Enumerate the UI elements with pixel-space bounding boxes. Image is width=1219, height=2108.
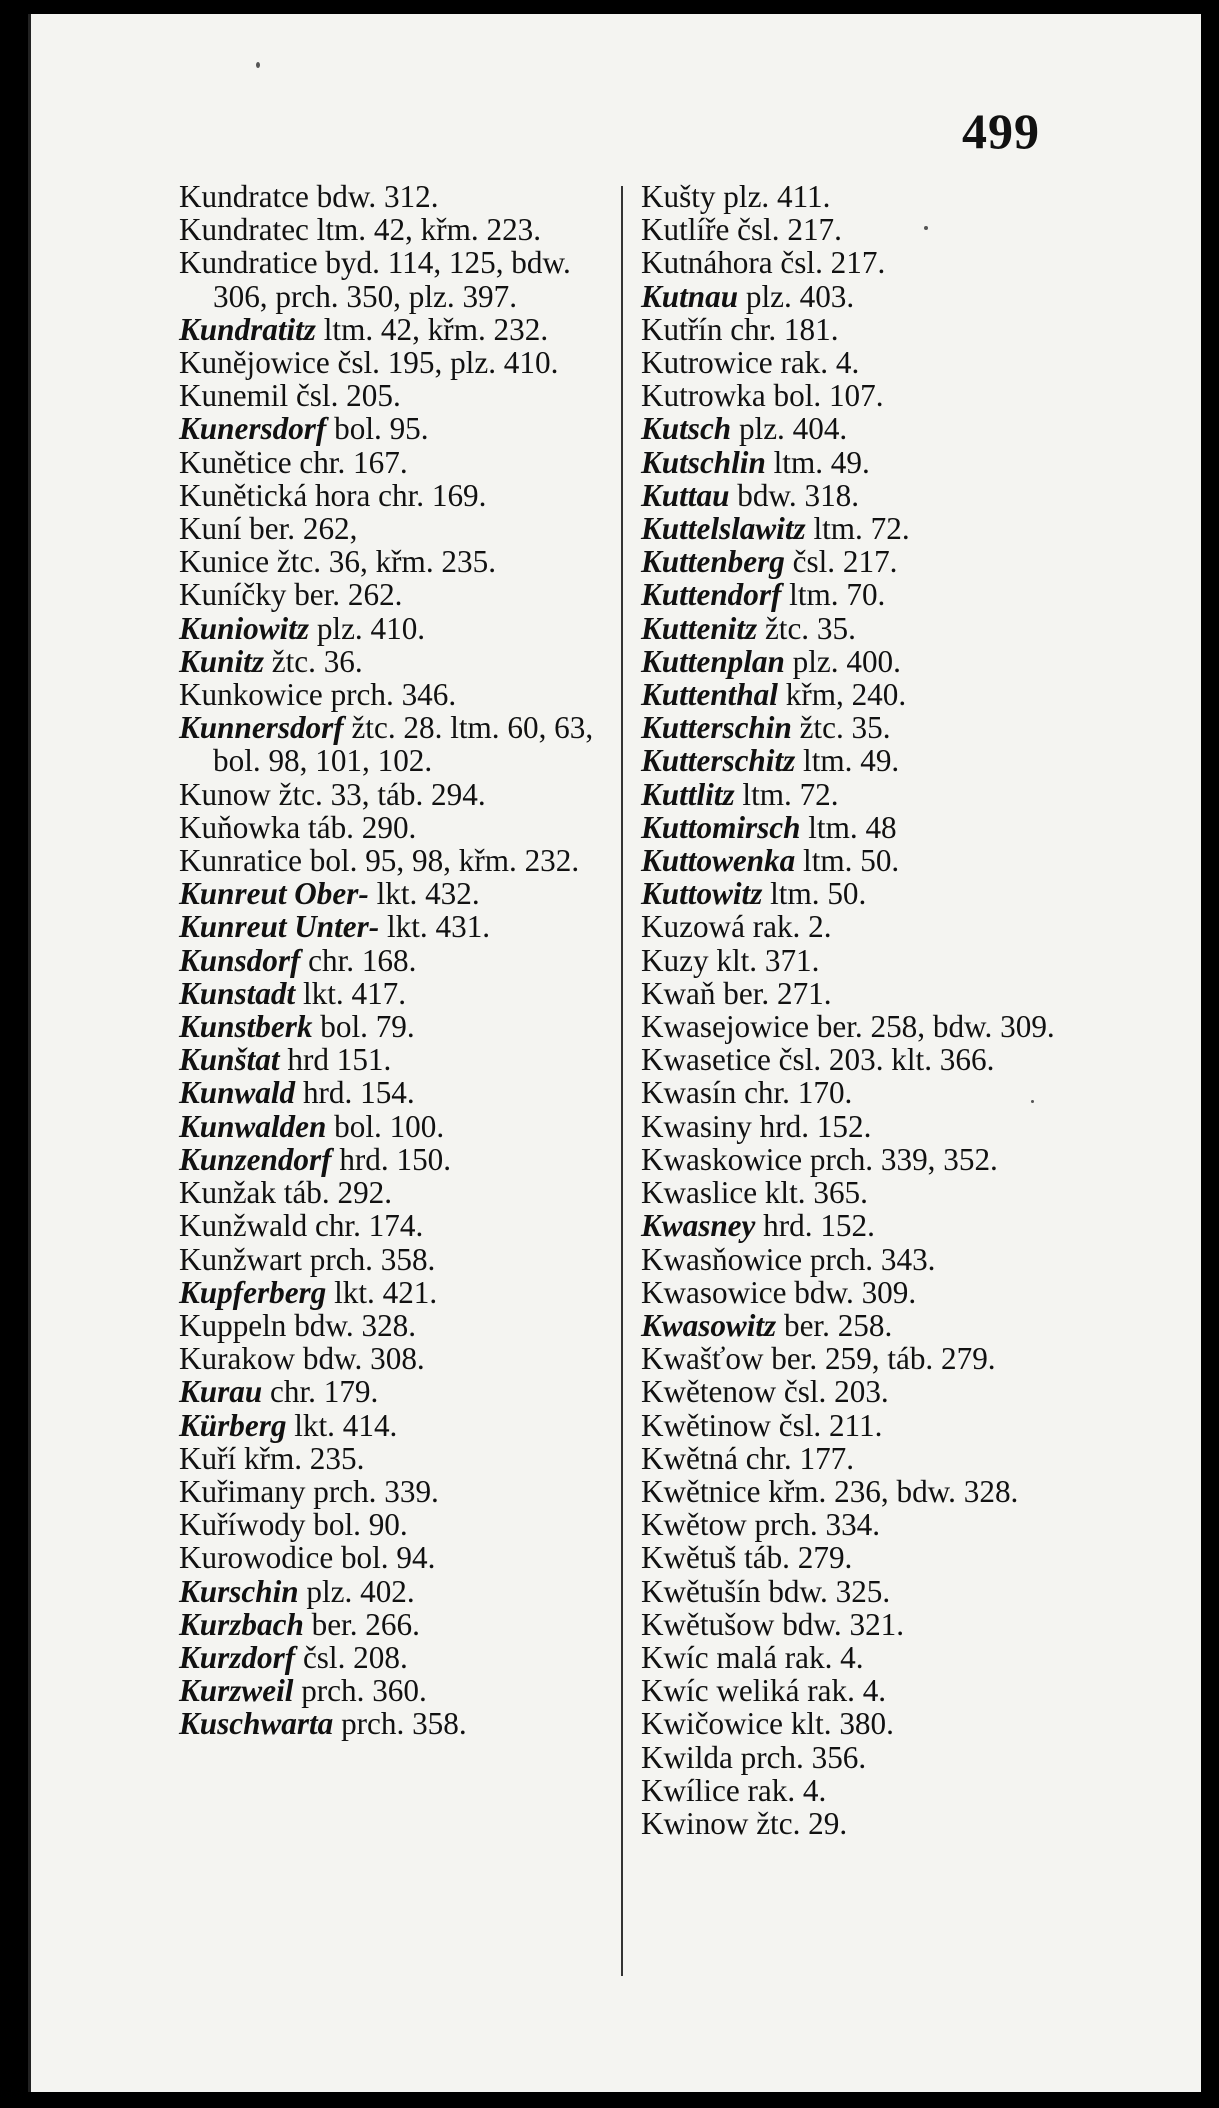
entry-headword-italic: Kuniowitz [179, 610, 310, 646]
entry-text: Kwaslice klt. 365. [641, 1175, 868, 1211]
entry-text: lkt. 414. [286, 1407, 398, 1443]
index-entry [641, 313, 1111, 346]
entry-text: plz. 404. [731, 411, 848, 447]
entry-text: Kuní ber. 262, [179, 511, 358, 547]
entry-text: čsl. 208. [295, 1639, 408, 1675]
index-entry [641, 977, 1111, 1010]
entry-text: Kwasiny hrd. 152. [641, 1108, 872, 1144]
entry-text: Kurakow bdw. 308. [179, 1341, 425, 1377]
entry-text: prch. 360. [293, 1673, 427, 1709]
entry-headword-italic: Kunstberk [179, 1009, 313, 1045]
entry-headword-italic: Kunzendorf [179, 1141, 332, 1177]
entry-text: hrd 151. [279, 1042, 392, 1078]
entry-text: ltm. 50. [795, 843, 900, 879]
index-entry [179, 1010, 619, 1043]
index-entry [179, 1176, 619, 1209]
index-entry [179, 1442, 619, 1475]
index-entry [179, 246, 619, 312]
index-entry [179, 1342, 619, 1375]
index-entry [641, 1043, 1111, 1076]
index-entry [179, 1276, 619, 1309]
entry-text: Kunětice chr. 167. [179, 444, 408, 480]
entry-text: bol. 79. [312, 1009, 415, 1045]
index-entry [641, 645, 1111, 678]
entry-text: Kundratice byd. 114, 125, bdw. 306, prch. 350, plz. 397. [179, 245, 571, 314]
index-entry [641, 1807, 1111, 1840]
entry-text: Kunžwart prch. 358. [179, 1241, 436, 1277]
entry-text: Kwětuš táb. 279. [641, 1540, 853, 1576]
index-entry [179, 512, 619, 545]
entry-text: chr. 179. [262, 1374, 379, 1410]
entry-text: Kwaskowice prch. 339, 352. [641, 1141, 998, 1177]
index-entry [641, 1010, 1111, 1043]
entry-text: ltm. 42, křm. 232. [315, 311, 549, 347]
index-entry [641, 1508, 1111, 1541]
index-entry [641, 778, 1111, 811]
entry-headword-italic: Kuttowenka [641, 843, 796, 879]
index-entry [641, 545, 1111, 578]
index-entry [179, 844, 619, 877]
entry-text: Kunow žtc. 33, táb. 294. [179, 776, 486, 812]
entry-text: plz. 403. [738, 278, 855, 314]
entry-headword-italic: Kundratitz [179, 311, 316, 347]
entry-headword-italic: Kurzbach [179, 1606, 304, 1642]
entry-text: Kwaň ber. 271. [641, 975, 832, 1011]
entry-text: žtc. 35. [791, 710, 891, 746]
entry-text: bdw. 318. [729, 477, 860, 513]
book-page [28, 14, 1201, 2092]
entry-headword-italic: Kutterschin [641, 710, 792, 746]
entry-headword-italic: Kunersdorf [179, 411, 327, 447]
index-entry [179, 1076, 619, 1109]
entry-text: ltm. 70. [781, 577, 886, 613]
entry-text: Kwasowice bdw. 309. [641, 1274, 917, 1310]
entry-text: Kwíc malá rak. 4. [641, 1639, 864, 1675]
index-entry [179, 944, 619, 977]
index-entry [641, 1176, 1111, 1209]
index-entry [641, 1276, 1111, 1309]
entry-text: lkt. 417. [295, 975, 407, 1011]
index-entry [641, 1409, 1111, 1442]
entry-text: Kušty plz. 411. [641, 179, 831, 214]
index-entry [641, 1707, 1111, 1740]
index-entry [641, 1209, 1111, 1242]
entry-text: Kuňowka táb. 290. [179, 809, 417, 845]
entry-text: ltm. 49. [795, 743, 900, 779]
page-number: 499 [962, 103, 1040, 159]
entry-text: Kwětušín bdw. 325. [641, 1573, 891, 1609]
index-entry [641, 1475, 1111, 1508]
entry-text: chr. 168. [300, 942, 417, 978]
entry-text: Kuníčky ber. 262. [179, 577, 403, 613]
entry-text: Kuříwody bol. 90. [179, 1507, 408, 1543]
entry-text: žtc. 35. [757, 610, 856, 646]
index-entry [641, 412, 1111, 445]
index-entry [179, 578, 619, 611]
entry-headword-italic: Kunstadt [179, 975, 296, 1011]
index-entry [641, 180, 1111, 213]
entry-text: Kunratice bol. 95, 98, křm. 232. [179, 843, 580, 879]
index-entry [179, 1707, 619, 1740]
index-entry [641, 1641, 1111, 1674]
index-entry [179, 1375, 619, 1408]
entry-text: Kwičowice klt. 380. [641, 1706, 894, 1742]
index-entry [179, 612, 619, 645]
entry-headword-italic: Kuttenitz [641, 610, 758, 646]
entry-text: Kunžak táb. 292. [179, 1175, 393, 1211]
entry-headword-italic: Kunreut Unter- [179, 909, 380, 945]
index-entry [641, 1774, 1111, 1807]
entry-headword-italic: Kwasney [641, 1208, 756, 1244]
index-entry [179, 645, 619, 678]
entry-text: plz. 410. [309, 610, 426, 646]
index-entry [179, 180, 619, 213]
entry-headword-italic: Kutschlin [641, 444, 766, 480]
entry-headword-italic: Kwasowitz [641, 1307, 777, 1343]
index-entry [641, 1442, 1111, 1475]
entry-headword-italic: Kuschwarta [179, 1706, 334, 1742]
index-entry [179, 1575, 619, 1608]
index-entry [179, 379, 619, 412]
index-entry [179, 678, 619, 711]
entry-text: lkt. 421. [326, 1274, 438, 1310]
entry-text: ltm. 72. [805, 511, 910, 547]
index-entry [179, 1508, 619, 1541]
entry-headword-italic: Kuttowitz [641, 876, 763, 912]
index-entry [179, 1243, 619, 1276]
entry-text: Kutrowice rak. 4. [641, 345, 860, 381]
entry-headword-italic: Kuttomirsch [641, 809, 801, 845]
entry-headword-italic: Kuttenberg [641, 544, 785, 580]
print-speck [256, 62, 260, 68]
entry-text: Kwětenow čsl. 203. [641, 1374, 889, 1410]
index-entry [179, 877, 619, 910]
entry-text: Kuřimany prch. 339. [179, 1473, 439, 1509]
index-entry [179, 1541, 619, 1574]
index-entry [641, 446, 1111, 479]
index-entry [641, 280, 1111, 313]
index-entry [641, 1608, 1111, 1641]
index-entry [641, 678, 1111, 711]
index-entry [641, 1375, 1111, 1408]
entry-text: hrd. 152. [755, 1208, 875, 1244]
index-entry [179, 1209, 619, 1242]
index-entry [641, 877, 1111, 910]
entry-headword-italic: Kuttlitz [641, 776, 735, 812]
entry-text: Kuzowá rak. 2. [641, 909, 832, 945]
index-entry [641, 1541, 1111, 1574]
index-column-right [641, 180, 1111, 1840]
index-entry [641, 512, 1111, 545]
index-entry [641, 346, 1111, 379]
index-entry [179, 346, 619, 379]
entry-headword-italic: Kunwald [179, 1075, 296, 1111]
entry-headword-italic: Kunitz [179, 643, 264, 679]
entry-text: Kunětická hora chr. 169. [179, 477, 487, 513]
entry-headword-italic: Kurzdorf [179, 1639, 296, 1675]
entry-headword-italic: Kunštat [179, 1042, 280, 1078]
entry-text: Kwětnice křm. 236, bdw. 328. [641, 1473, 1019, 1509]
index-entry [641, 1674, 1111, 1707]
index-entry [641, 612, 1111, 645]
index-entry [179, 1043, 619, 1076]
index-entry [179, 1409, 619, 1442]
entry-text: Kuzy klt. 371. [641, 942, 820, 978]
index-entry [179, 1143, 619, 1176]
index-entry [179, 711, 619, 777]
index-entry [641, 711, 1111, 744]
entry-headword-italic: Kuttau [641, 477, 730, 513]
entry-text: ltm. 48 [800, 809, 897, 845]
entry-text: Kuří křm. 235. [179, 1440, 365, 1476]
entry-text: Kwětinow čsl. 211. [641, 1407, 883, 1443]
entry-text: plz. 400. [784, 643, 901, 679]
entry-text: Kunžwald chr. 174. [179, 1208, 424, 1244]
entry-text: Kwasňowice prch. 343. [641, 1241, 936, 1277]
entry-text: Kwasín chr. 170. [641, 1075, 853, 1111]
entry-text: Kundratec ltm. 42, křm. 223. [179, 212, 542, 248]
index-entry [641, 944, 1111, 977]
index-entry [179, 313, 619, 346]
entry-text: Kwětow prch. 334. [641, 1507, 881, 1543]
index-entry [641, 213, 1111, 246]
entry-headword-italic: Kurzweil [179, 1673, 294, 1709]
entry-text: žtc. 36. [263, 643, 363, 679]
entry-text: Kunemil čsl. 205. [179, 378, 401, 414]
index-entry [641, 1741, 1111, 1774]
print-speck [924, 226, 928, 230]
entry-headword-italic: Kürberg [179, 1407, 287, 1443]
entry-headword-italic: Kuttenthal [641, 677, 778, 713]
index-entry [179, 811, 619, 844]
entry-text: ltm. 49. [765, 444, 870, 480]
index-entry [641, 1110, 1111, 1143]
entry-text: Kwilda prch. 356. [641, 1739, 867, 1775]
entry-text: Kwašťow ber. 259, táb. 279. [641, 1341, 996, 1377]
index-entry [641, 1575, 1111, 1608]
index-entry [179, 213, 619, 246]
entry-text: čsl. 217. [784, 544, 898, 580]
index-entry [179, 1110, 619, 1143]
entry-text: Kurowodice bol. 94. [179, 1540, 436, 1576]
entry-text: hrd. 154. [295, 1075, 415, 1111]
index-entry [179, 446, 619, 479]
entry-headword-italic: Kurau [179, 1374, 263, 1410]
entry-text: ltm. 72. [734, 776, 839, 812]
index-entry [179, 1674, 619, 1707]
index-entry [641, 844, 1111, 877]
entry-text: hrd. 150. [331, 1141, 452, 1177]
entry-headword-italic: Kutnau [641, 278, 739, 314]
index-entry [179, 412, 619, 445]
entry-headword-italic: Kuttelslawitz [641, 511, 806, 547]
entry-text: Kwětušow bdw. 321. [641, 1606, 905, 1642]
index-entry [179, 1475, 619, 1508]
entry-text: Kutrowka bol. 107. [641, 378, 884, 414]
entry-text: bol. 100. [326, 1108, 445, 1144]
index-column-left [179, 180, 619, 1741]
entry-headword-italic: Kunreut Ober- [179, 876, 369, 912]
index-entry [179, 479, 619, 512]
entry-text: lkt. 431. [379, 909, 491, 945]
index-entry [641, 379, 1111, 412]
index-entry [179, 545, 619, 578]
entry-text: Kwíc weliká rak. 4. [641, 1673, 887, 1709]
index-entry [179, 1641, 619, 1674]
entry-headword-italic: Kunwalden [179, 1108, 327, 1144]
index-entry [641, 246, 1111, 279]
entry-headword-italic: Kunnersdorf [179, 710, 344, 746]
entry-headword-italic: Kutsch [641, 411, 732, 447]
index-entry [641, 578, 1111, 611]
entry-headword-italic: Kupferberg [179, 1274, 327, 1310]
index-entry [641, 1309, 1111, 1342]
print-speck [1031, 1100, 1034, 1103]
entry-text: Kwílice rak. 4. [641, 1772, 827, 1808]
entry-text: Kutlíře čsl. 217. [641, 212, 842, 248]
entry-headword-italic: Kurschin [179, 1573, 299, 1609]
index-entry [641, 1143, 1111, 1176]
entry-text: Kwětná chr. 177. [641, 1440, 855, 1476]
entry-headword-italic: Kutterschitz [641, 743, 796, 779]
entry-text: Kundratce bdw. 312. [179, 179, 439, 214]
entry-text: Kunějowice čsl. 195, plz. 410. [179, 345, 559, 381]
entry-text: Kutřín chr. 181. [641, 311, 839, 347]
entry-text: Kunice žtc. 36, křm. 235. [179, 544, 496, 580]
entry-text: lkt. 432. [368, 876, 480, 912]
entry-text: plz. 402. [298, 1573, 415, 1609]
index-entry [641, 744, 1111, 777]
index-entry [179, 910, 619, 943]
entry-text: křm, 240. [777, 677, 907, 713]
entry-text: Kuppeln bdw. 328. [179, 1307, 417, 1343]
index-entry [641, 1342, 1111, 1375]
index-entry [179, 1608, 619, 1641]
entry-text: Kwinow žtc. 29. [641, 1805, 848, 1841]
entry-headword-italic: Kuttenplan [641, 643, 785, 679]
entry-text: Kunkowice prch. 346. [179, 677, 457, 713]
entry-text: žtc. 28. ltm. 60, 63, bol. 98, 101, 102. [213, 710, 594, 779]
entry-text: Kwasetice čsl. 203. klt. 366. [641, 1042, 995, 1078]
index-entry [641, 1243, 1111, 1276]
entry-headword-italic: Kuttendorf [641, 577, 782, 613]
entry-text: ber. 258. [776, 1307, 893, 1343]
entry-text: ber. 266. [303, 1606, 420, 1642]
entry-text: bol. 95. [326, 411, 429, 447]
index-entry [641, 1076, 1111, 1109]
column-divider [621, 186, 623, 1976]
index-entry [179, 1309, 619, 1342]
entry-text: ltm. 50. [762, 876, 867, 912]
index-entry [641, 811, 1111, 844]
index-entry [179, 977, 619, 1010]
index-entry [179, 778, 619, 811]
entry-text: prch. 358. [333, 1706, 467, 1742]
entry-headword-italic: Kunsdorf [179, 942, 301, 978]
entry-text: Kwasejowice ber. 258, bdw. 309. [641, 1009, 1055, 1045]
index-entry [641, 910, 1111, 943]
index-entry [641, 479, 1111, 512]
entry-text: Kutnáhora čsl. 217. [641, 245, 886, 281]
